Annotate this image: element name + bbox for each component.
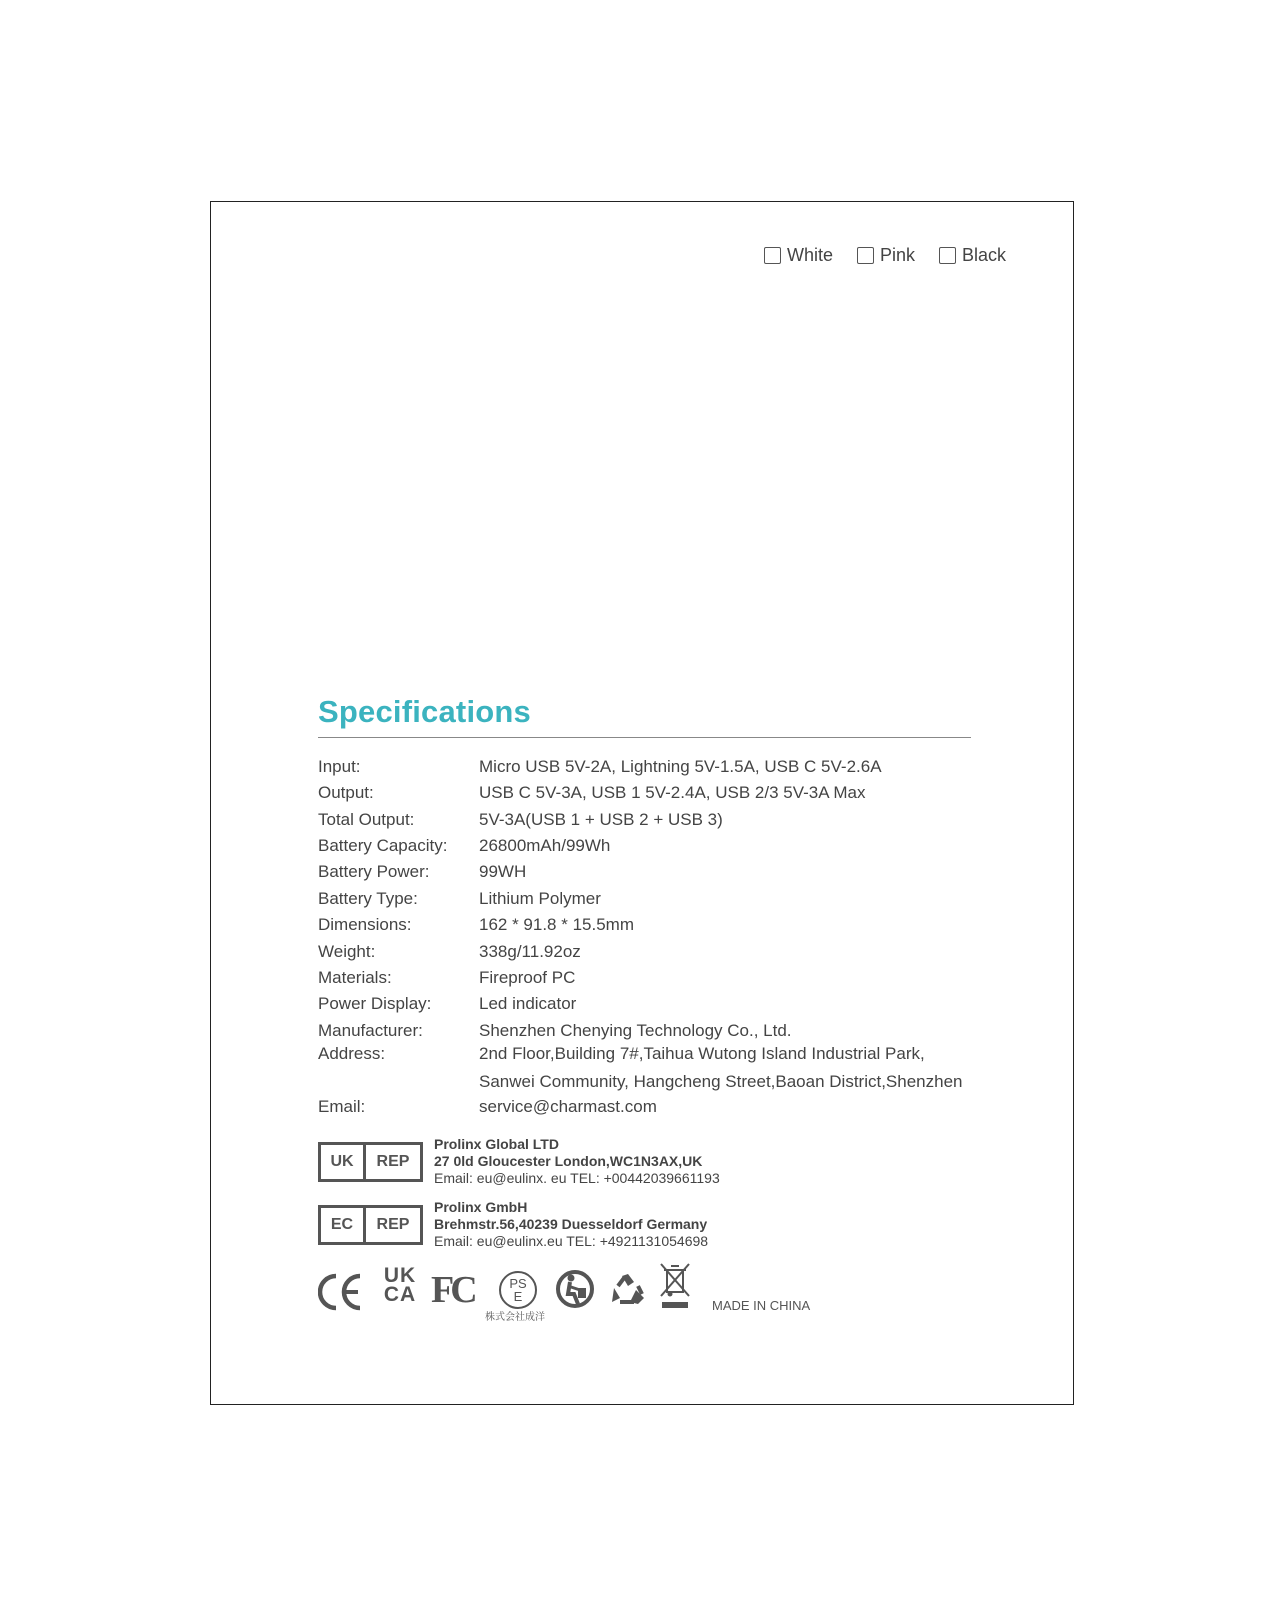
color-option-pink[interactable] <box>857 245 915 266</box>
pse-caption: 株式会社成洋 <box>485 1312 545 1323</box>
weee-bin-icon <box>658 1260 692 1312</box>
ukca-top: UK <box>383 1264 417 1287</box>
ce-mark-icon <box>318 1272 364 1312</box>
color-option-label: Black <box>962 245 1007 265</box>
badge-left: UK <box>321 1145 366 1179</box>
rep-contact: Email: eu@eulinx. eu TEL: +00442039661193 <box>434 1170 720 1186</box>
specifications-divider <box>318 737 971 738</box>
ukca-bottom: CA <box>383 1283 417 1306</box>
spec-value: 99WH <box>479 862 527 881</box>
pse-top: PS <box>509 1276 527 1291</box>
fcc-mark-icon: FC <box>431 1269 474 1311</box>
spec-value: Led indicator <box>479 994 577 1013</box>
spec-label: Address: <box>318 1044 386 1063</box>
color-option-black[interactable] <box>939 245 1006 266</box>
spec-label: Battery Capacity: <box>318 836 448 855</box>
specifications-title: Specifications <box>318 694 531 729</box>
spec-value: 162 * 91.8 * 15.5mm <box>479 915 634 934</box>
spec-label: Manufacturer: <box>318 1021 423 1040</box>
color-options <box>764 245 1006 266</box>
badge-left: EC <box>321 1208 366 1242</box>
color-option-label: Pink <box>880 245 916 265</box>
rep-company: Prolinx GmbH <box>434 1199 528 1215</box>
rep-company: Prolinx Global LTD <box>434 1136 559 1152</box>
rep-contact: Email: eu@eulinx.eu TEL: +4921131054698 <box>434 1233 709 1249</box>
spec-value: service@charmast.com <box>479 1097 657 1116</box>
pse-bottom: E <box>513 1289 523 1304</box>
certification-marks <box>318 1266 818 1326</box>
tidyman-recycle-icon <box>554 1268 596 1310</box>
color-option-label: White <box>787 245 834 265</box>
spec-label: Total Output: <box>318 810 415 829</box>
spec-label: Dimensions: <box>318 915 412 934</box>
spec-value: 5V-3A(USB 1 + USB 2 + USB 3) <box>479 810 723 829</box>
spec-label: Materials: <box>318 968 392 987</box>
spec-label: Input: <box>318 757 361 776</box>
ukca-mark-icon <box>380 1266 420 1304</box>
spec-label: Email: <box>318 1097 366 1116</box>
recycle-icon <box>608 1272 648 1308</box>
spec-value: 26800mAh/99Wh <box>479 836 611 855</box>
spec-label: Weight: <box>318 942 376 961</box>
rep-address: Brehmstr.56,40239 Duesseldorf Germany <box>434 1216 708 1232</box>
uk-rep-text <box>434 1136 720 1187</box>
badge-right: REP <box>376 1153 410 1170</box>
ec-rep-badge <box>318 1205 423 1245</box>
spec-value: Lithium Polymer <box>479 889 601 908</box>
ec-rep-text <box>434 1199 708 1250</box>
spec-value: 338g/11.92oz <box>479 942 581 961</box>
spec-label: Power Display: <box>318 994 432 1013</box>
checkbox-white[interactable] <box>764 247 781 264</box>
spec-value: Fireproof PC <box>479 968 576 987</box>
spec-value: Sanwei Community, Hangcheng Street,Baoan District,Shenzhen <box>479 1072 963 1091</box>
spec-value: 2nd Floor,Building 7#,Taihua Wutong Island Industrial Park, <box>479 1044 925 1063</box>
badge-right: REP <box>376 1216 410 1233</box>
rep-address: 27 0ld Gloucester London,WC1N3AX,UK <box>434 1153 703 1169</box>
made-in-china: MADE IN CHINA <box>712 1298 811 1313</box>
spec-value: USB C 5V-3A, USB 1 5V-2.4A, USB 2/3 5V-3A Max <box>479 783 866 802</box>
spec-value: Shenzhen Chenying Technology Co., Ltd. <box>479 1021 792 1040</box>
checkbox-black[interactable] <box>939 247 956 264</box>
uk-rep-badge <box>318 1142 423 1182</box>
pse-mark-icon <box>499 1271 537 1309</box>
spec-value: Micro USB 5V-2A, Lightning 5V-1.5A, USB C 5V-2.6A <box>479 757 882 776</box>
spec-label: Battery Power: <box>318 862 430 881</box>
checkbox-pink[interactable] <box>857 247 874 264</box>
spec-label: Battery Type: <box>318 889 418 908</box>
spec-label: Output: <box>318 783 374 802</box>
color-option-white[interactable] <box>764 245 833 266</box>
